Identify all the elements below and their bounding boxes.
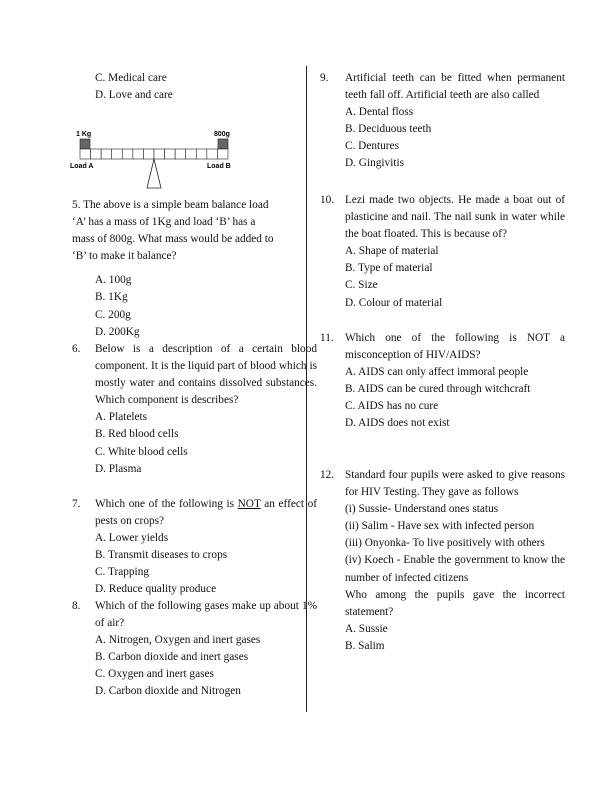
question-text: Standard four pupils were asked to give reasons for HIV Testing. They gave as follows: [345, 469, 565, 499]
question-text-line: ‘A’ has a mass of 1Kg and load ‘B’ has a: [72, 216, 256, 229]
question-text: Below is a description of a certain blood component. It is the liquid part of blood which is mostly water and contains dissolved substances. Which component is describes?: [95, 343, 317, 407]
option: D. Gingivitis: [345, 157, 404, 170]
option: C. Oxygen and inert gases: [95, 668, 214, 681]
option: C. Trapping: [95, 566, 149, 579]
beam-segment: [91, 149, 102, 159]
load-a-label: Load A: [70, 163, 94, 170]
question-text-line: 5. The above is a simple beam balance load: [72, 199, 269, 211]
beam-segment: [175, 149, 186, 159]
option: A. 100g: [95, 274, 132, 287]
question-8: [72, 598, 317, 701]
option: C. Medical care: [95, 72, 167, 84]
question-text: Which one of the following is NOT a misconception of HIV/AIDS?: [345, 332, 565, 362]
question-text: Which one of the following is NOT an effect of pests on crops?: [95, 498, 317, 528]
beam: [80, 149, 228, 159]
load-a-block: [80, 139, 90, 149]
question-10: [320, 192, 565, 312]
beam-segment: [196, 149, 207, 159]
fulcrum: [147, 159, 161, 188]
emphasis-not: NOT: [237, 498, 261, 510]
option: D. Plasma: [95, 462, 142, 475]
beam-segment: [186, 149, 197, 159]
question-12: [320, 467, 565, 655]
question-number: 12.: [320, 469, 335, 481]
option: D. Reduce quality produce: [95, 583, 217, 596]
carryover-options: [95, 70, 173, 104]
option: D. Love and care: [95, 89, 173, 102]
option: B. Red blood cells: [95, 428, 179, 441]
question-11: [320, 330, 565, 433]
question-body: [345, 467, 565, 655]
option: B. Deciduous teeth: [345, 123, 432, 136]
option: C. 200g: [95, 308, 131, 321]
option: B. Transmit diseases to crops: [95, 549, 228, 562]
option: B. Salim: [345, 639, 385, 652]
question-7: [72, 496, 317, 599]
question-body: [345, 70, 565, 173]
option: D. Colour of material: [345, 296, 443, 309]
question-prompt: Who among the pupils gave the incorrect statement?: [345, 588, 565, 618]
question-number: 9.: [320, 72, 329, 84]
option: A. Nitrogen, Oxygen and inert gases: [95, 634, 261, 647]
beam-balance-diagram: [70, 128, 260, 190]
question-text: Lezi made two objects. He made a boat out of plasticine and nail. The nail sunk in water while the boat floated. This is because of?: [345, 194, 565, 241]
load-b-block: [218, 139, 228, 149]
mass-b-label: 800g: [214, 131, 230, 138]
beam-segment: [143, 149, 154, 159]
question-9: [320, 70, 565, 173]
mass-a-label: 1 Kg: [76, 131, 92, 138]
question-number: 10.: [320, 194, 335, 206]
question-body: [95, 496, 317, 599]
option: A. Lower yields: [95, 532, 169, 545]
statement: (i) Sussie- Understand ones status: [345, 503, 499, 516]
question-text: Artificial teeth can be fitted when permanent teeth fall off. Artificial teeth are also called: [345, 72, 565, 102]
option: D. Carbon dioxide and Nitrogen: [95, 685, 241, 698]
beam-segment: [207, 149, 218, 159]
question-body: [345, 192, 565, 312]
beam-segment: [112, 149, 123, 159]
option: A. Platelets: [95, 411, 148, 424]
options: [95, 272, 294, 340]
option: B. AIDS can be cured through witchcraft: [345, 383, 531, 396]
beam-segment: [165, 149, 176, 159]
option: D. AIDS does not exist: [345, 417, 450, 430]
option: B. Carbon dioxide and inert gases: [95, 651, 249, 664]
option: C. White blood cells: [95, 445, 188, 458]
statement: (iv) Koech - Enable the government to know the number of infected citizens: [345, 554, 565, 584]
question-6: [72, 341, 317, 478]
option: C. AIDS has no cure: [345, 400, 439, 413]
option: A. Sussie: [345, 622, 388, 635]
option: C. Dentures: [345, 140, 399, 153]
question-text-line: ‘B’ to make it balance?: [72, 250, 177, 263]
question-text: Which of the following gases make up about 1% of air?: [95, 600, 317, 630]
option: C. Size: [345, 279, 378, 292]
question-number: 11.: [320, 332, 334, 344]
statement: (ii) Salim - Have sex with infected person: [345, 520, 535, 533]
question-body: [345, 330, 565, 433]
statement: (iii) Onyonka- To live positively with others: [345, 537, 545, 550]
option: B. Type of material: [345, 262, 433, 275]
beam-segment: [154, 149, 165, 159]
option: A. Shape of material: [345, 245, 439, 258]
question-number: 7.: [72, 498, 81, 510]
question-number: 6.: [72, 343, 81, 355]
question-text-line: mass of 800g. What mass would be added to: [72, 233, 274, 246]
beam-segment: [122, 149, 133, 159]
option: B. 1Kg: [95, 291, 128, 304]
option: A. Dental floss: [345, 106, 414, 119]
question-body: [95, 341, 317, 478]
option: D. 200Kg: [95, 325, 140, 338]
load-b-label: Load B: [207, 163, 231, 170]
beam-segment: [101, 149, 112, 159]
beam-segment: [217, 149, 228, 159]
beam-segment: [80, 149, 91, 159]
question-5: [72, 197, 294, 341]
question-body: [95, 598, 317, 701]
beam-segment: [133, 149, 144, 159]
question-number: 8.: [72, 600, 81, 612]
option: A. AIDS can only affect immoral people: [345, 366, 529, 379]
